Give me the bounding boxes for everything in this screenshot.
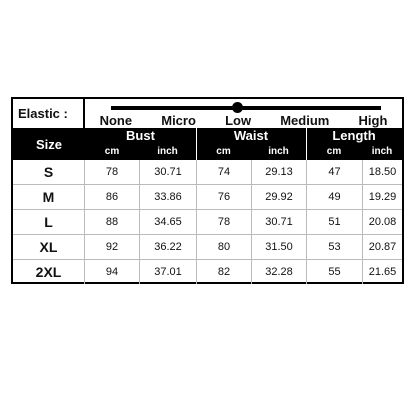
size-cell: 2XL [13, 260, 85, 284]
length-header: Length [306, 128, 402, 144]
elastic-scale-track [111, 106, 381, 110]
table-row [13, 260, 402, 284]
bust-cm-cell: 88 [105, 216, 119, 228]
elastic-level-low: Low [225, 113, 252, 128]
waist-cm-cell: 78 [196, 210, 251, 234]
bust-inch-cell: 30.71 [139, 160, 196, 184]
bust-inch-cell: 33.86 [139, 185, 196, 209]
length-inch-cell: 21.65 [362, 260, 402, 284]
elastic-scale-labels [85, 113, 402, 129]
size-cell: M [13, 185, 85, 209]
length-inch-cell: 19.29 [362, 185, 402, 209]
elastic-level-micro: Micro [161, 113, 196, 128]
size-cell: XL [13, 235, 85, 259]
length-inch-cell: 20.87 [362, 235, 402, 259]
length-cm-cell: 51 [306, 210, 362, 234]
size-cell: L [13, 210, 85, 234]
size-table-body [13, 160, 402, 284]
table-row [13, 235, 402, 260]
elastic-level-high: High [358, 113, 388, 128]
bust-cm-cell: 86 [105, 191, 119, 203]
bust-header: Bust [85, 128, 196, 144]
bust-cm-cell: 92 [105, 241, 119, 253]
waist-header: Waist [196, 128, 306, 144]
waist-cm-header: cm [196, 144, 251, 160]
waist-inch-cell: 30.71 [251, 210, 306, 234]
waist-inch-header: inch [251, 144, 306, 160]
size-header: Size [13, 128, 85, 160]
bust-inch-cell: 36.22 [139, 235, 196, 259]
waist-cm-cell: 76 [196, 185, 251, 209]
table-row [13, 160, 402, 185]
length-inch-cell: 18.50 [362, 160, 402, 184]
bust-cm-cell: 78 [105, 166, 119, 178]
waist-cm-cell: 82 [196, 260, 251, 284]
waist-inch-cell: 32.28 [251, 260, 306, 284]
header-divider [306, 128, 307, 160]
size-chart [11, 97, 404, 284]
elastic-level-medium: Medium [280, 113, 330, 128]
header-divider [196, 128, 197, 160]
waist-inch-cell: 29.13 [251, 160, 306, 184]
size-cell: S [13, 160, 85, 184]
bust-cm-header: cm [85, 144, 139, 160]
length-cm-header: cm [306, 144, 362, 160]
bust-inch-cell: 37.01 [139, 260, 196, 284]
length-cm-cell: 49 [306, 185, 362, 209]
length-inch-cell: 20.08 [362, 210, 402, 234]
waist-cm-cell: 74 [196, 160, 251, 184]
waist-cm-cell: 80 [196, 235, 251, 259]
length-cm-cell: 55 [306, 260, 362, 284]
bust-cm-cell: 94 [105, 266, 119, 278]
waist-inch-cell: 29.92 [251, 185, 306, 209]
bust-inch-cell: 34.65 [139, 210, 196, 234]
table-row [13, 185, 402, 210]
waist-inch-cell: 31.50 [251, 235, 306, 259]
elastic-level-none: None [99, 113, 133, 128]
elastic-scale-marker-icon [232, 102, 243, 113]
length-cm-cell: 53 [306, 235, 362, 259]
length-inch-header: inch [362, 144, 402, 160]
elastic-label: Elastic : [13, 99, 85, 128]
elastic-row [13, 99, 402, 130]
bust-inch-header: inch [139, 144, 196, 160]
table-row [13, 210, 402, 235]
length-cm-cell: 47 [306, 160, 362, 184]
